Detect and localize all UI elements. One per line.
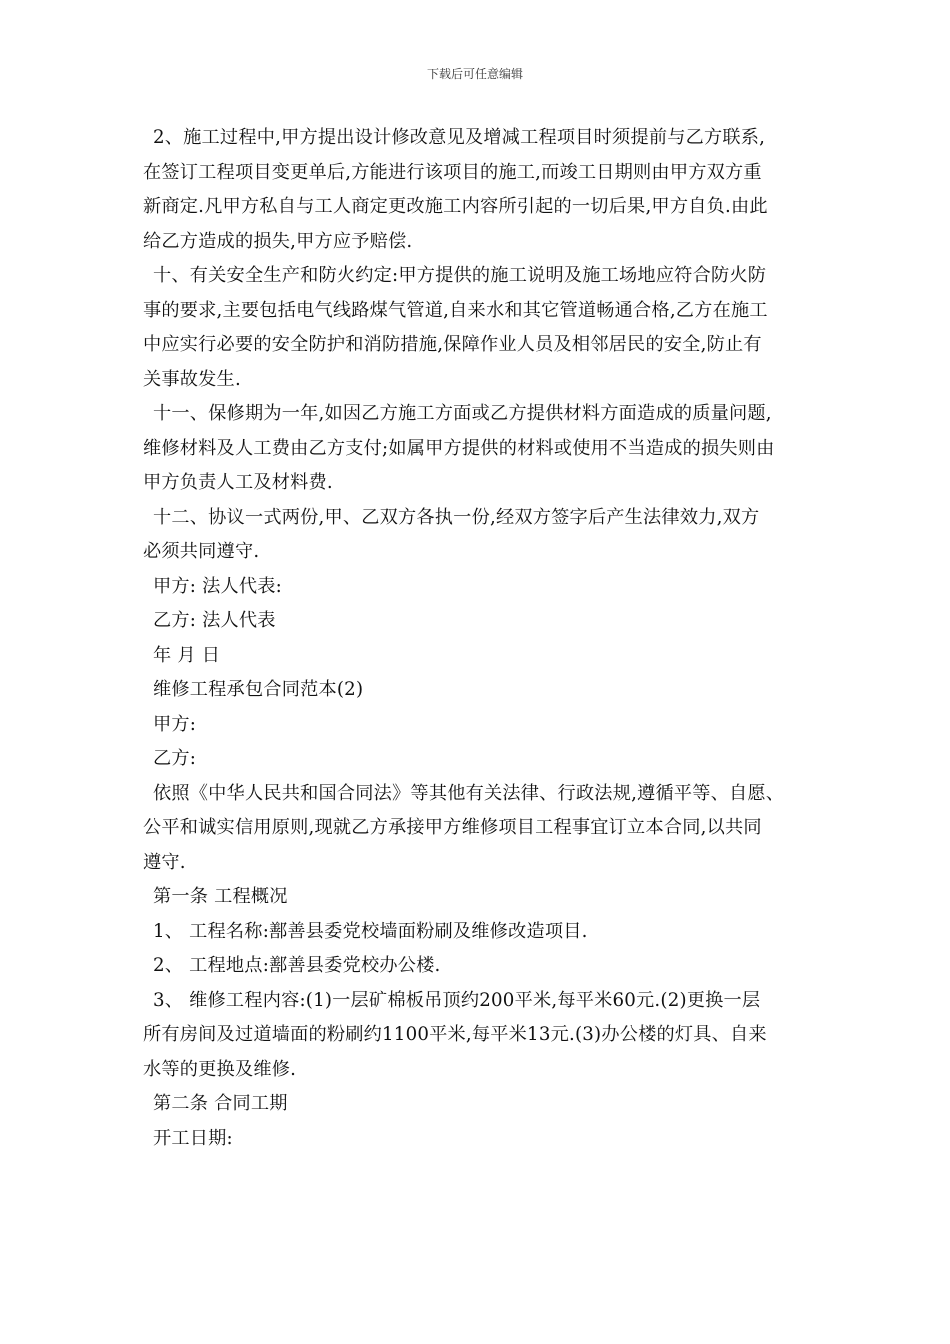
text-line: 甲方: 法人代表: xyxy=(153,575,282,597)
text-line: 必须共同遵守. xyxy=(143,541,260,562)
text-line: 2、施工过程中,甲方提出设计修改意见及增减工程项目时须提前与乙方联系, xyxy=(153,127,766,148)
text-line: 1、 工程名称:鄯善县委党校墙面粉刷及维修改造项目. xyxy=(153,920,588,942)
text-line: 第二条 合同工期 xyxy=(153,1093,288,1114)
text-line: 十、有关安全生产和防火约定:甲方提供的施工说明及施工场地应符合防火防 xyxy=(153,265,767,286)
text-line: 乙方: xyxy=(153,748,197,769)
page-header: 下载后可任意编辑 xyxy=(426,67,523,81)
text-line: 水等的更换及维修. xyxy=(143,1058,297,1080)
text-line: 在签订工程项目变更单后,方能进行该项目的施工,而竣工日期则由甲方双方重 xyxy=(143,161,762,183)
text-line: 所有房间及过道墙面的粉刷约1100平米,每平米13元.(3)办公楼的灯具、自来 xyxy=(143,1024,767,1045)
text-line: 依照《中华人民共和国合同法》等其他有关法律、行政法规,遵循平等、自愿、 xyxy=(153,782,785,804)
text-line: 事的要求,主要包括电气线路煤气管道,自来水和其它管道畅通合格,乙方在施工 xyxy=(143,299,768,321)
text-line: 十二、协议一式两份,甲、乙双方各执一份,经双方签字后产生法律效力,双方 xyxy=(153,506,760,528)
text-line: 新商定.凡甲方私自与工人商定更改施工内容所引起的一切后果,甲方自负.由此 xyxy=(143,196,768,217)
text-line: 十一、保修期为一年,如因乙方施工方面或乙方提供材料方面造成的质量问题, xyxy=(153,403,772,424)
text-line: 甲方: xyxy=(153,713,197,735)
text-line: 关事故发生. xyxy=(143,368,241,390)
document-body xyxy=(143,121,823,1156)
text-line: 公平和诚实信用原则,现就乙方承接甲方维修项目工程事宜订立本合同,以共同 xyxy=(143,817,762,838)
text-line: 乙方: 法人代表 xyxy=(153,610,276,631)
text-line: 甲方负责人工及材料费. xyxy=(143,472,333,493)
text-line: 维修工程承包合同范本(2) xyxy=(153,679,364,700)
text-line: 给乙方造成的损失,甲方应予赔偿. xyxy=(143,230,413,252)
text-line: 第一条 工程概况 xyxy=(153,886,288,907)
text-line: 开工日期: xyxy=(153,1127,233,1149)
text-line: 中应实行必要的安全防护和消防措施,保障作业人员及相邻居民的安全,防止有 xyxy=(143,334,762,355)
text-line: 遵守. xyxy=(143,851,186,873)
text-line: 维修材料及人工费由乙方支付;如属甲方提供的材料或使用不当造成的损失则由 xyxy=(143,437,775,459)
text-line: 年 月 日 xyxy=(153,644,221,666)
text-line: 3、 维修工程内容:(1)一层矿棉板吊顶约200平米,每平米60元.(2)更换一层 xyxy=(153,989,761,1011)
text-line: 2、 工程地点:鄯善县委党校办公楼. xyxy=(153,955,441,976)
